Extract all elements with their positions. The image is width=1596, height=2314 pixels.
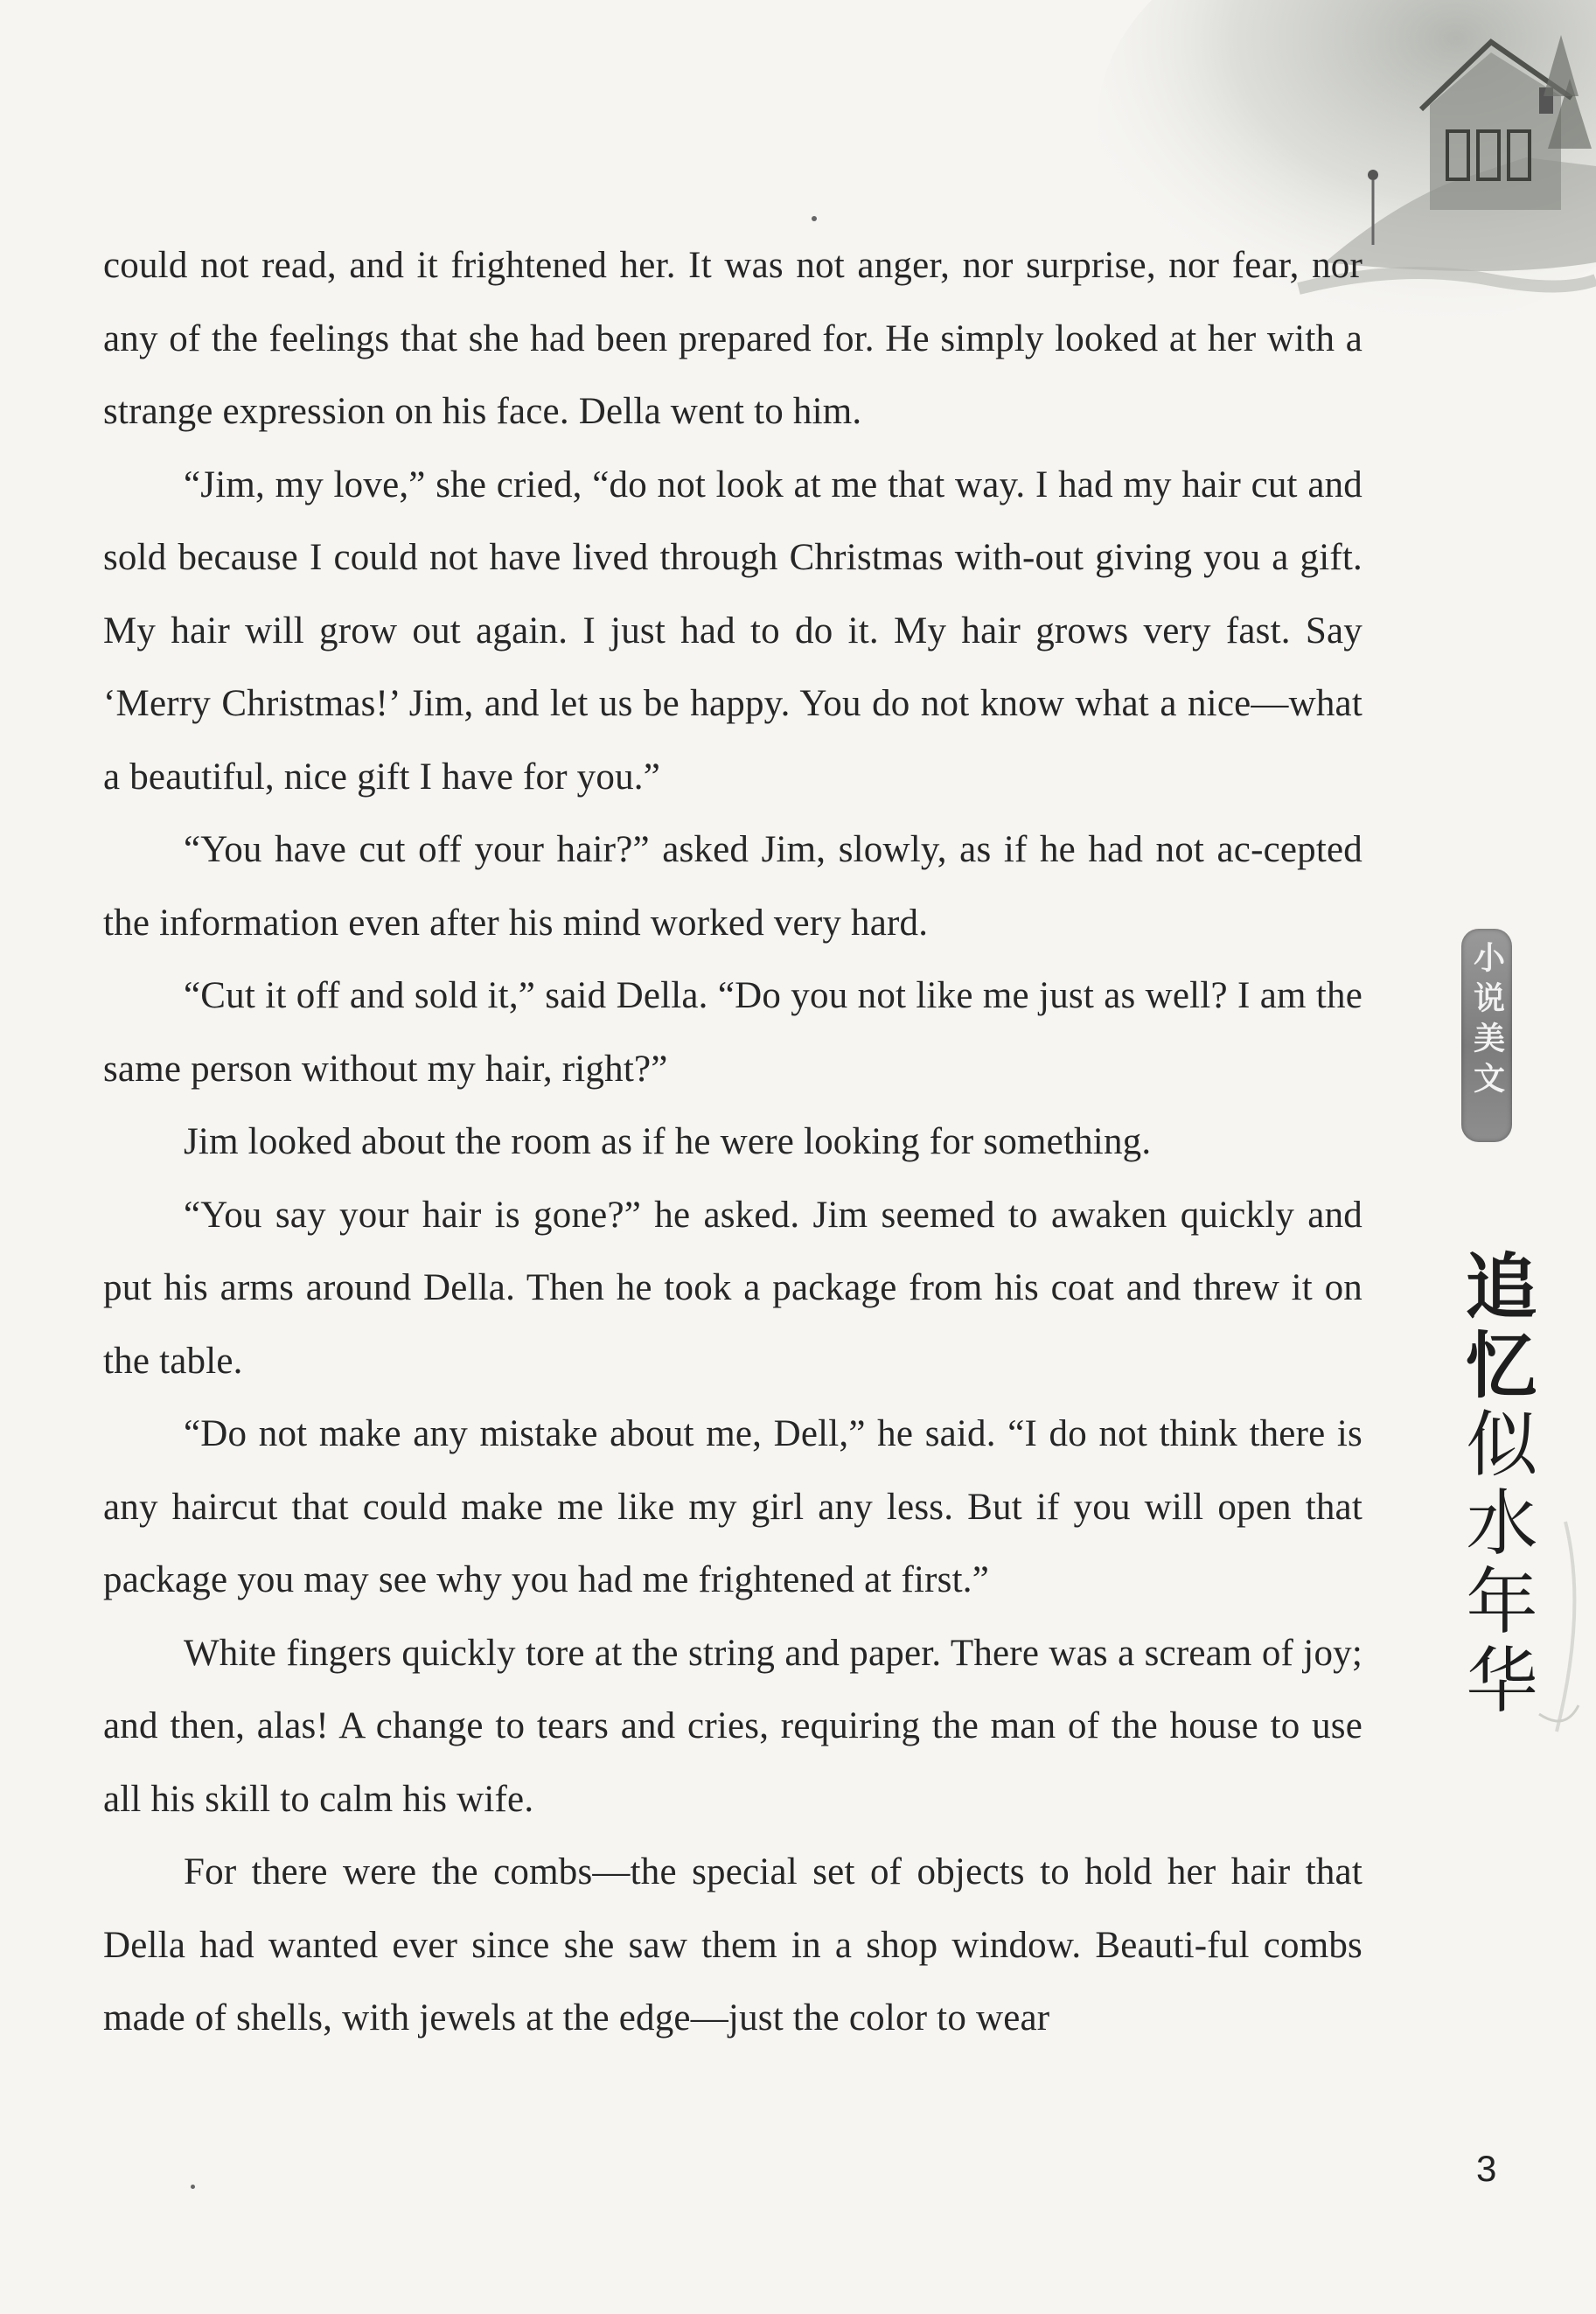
paragraph: “Cut it off and sold it,” said Della. “Do you not like me just as well? I am the same person without my hair, right?” (103, 975, 1363, 1090)
paragraph: For there were the combs—the special set of objects to hold her hair that Della had wanted ever since she saw them in a shop window. Beauti-ful combs made of shells, with jewels at the edge—just the color to wear (103, 1851, 1363, 2039)
ink-speck (191, 2185, 195, 2189)
paragraph: Jim looked about the room as if he were looking for something. (184, 1121, 1152, 1162)
ink-speck (812, 216, 817, 221)
paragraph: could not read, and it frightened her. It was not anger, nor surprise, nor fear, nor any of the feelings that she had been prepared for. He simply looked at her with a strange expression on his face. Della went to him. (103, 245, 1363, 432)
paragraph: White fingers quickly tore at the string and paper. There was a scream of joy; and then, alas! A change to tears and cries, requiring the man of the house to use all his skill to calm his wife. (103, 1632, 1363, 1820)
paragraph: “You have cut off your hair?” asked Jim, slowly, as if he had not ac-cepted the information even after his mind worked very hard. (103, 829, 1363, 944)
paragraph: “Do not make any mistake about me, Dell,” he said. “I do not think there is any haircut that could make me like my girl any less. But if you will open that package you may see why you had me frightened at first.” (103, 1413, 1363, 1600)
story-text (103, 229, 1363, 2055)
paragraph: “You say your hair is gone?” he asked. Jim seemed to awaken quickly and put his arms around Della. Then he took a package from his coat and threw it on the table. (103, 1194, 1363, 1382)
book-series-title (1443, 1249, 1548, 1721)
section-tab (1461, 929, 1512, 1142)
section-tab-label: 小说美文 (1468, 941, 1505, 1102)
paragraph: “Jim, my love,” she cried, “do not look at me that way. I had my hair cut and sold because I could not have lived through Christmas with-out giving you a gift. My hair will grow out again. I just had to do it. My hair grows very fast. Say ‘Merry Christmas!’ Jim, and let us be happy. You do not know what a nice—what a beautiful, nice gift I have for you.” (103, 463, 1363, 798)
title-part-2: 似水年华 (1454, 1406, 1537, 1721)
title-part-1: 追忆 (1453, 1249, 1537, 1406)
page-number: 3 (1476, 2148, 1497, 2189)
